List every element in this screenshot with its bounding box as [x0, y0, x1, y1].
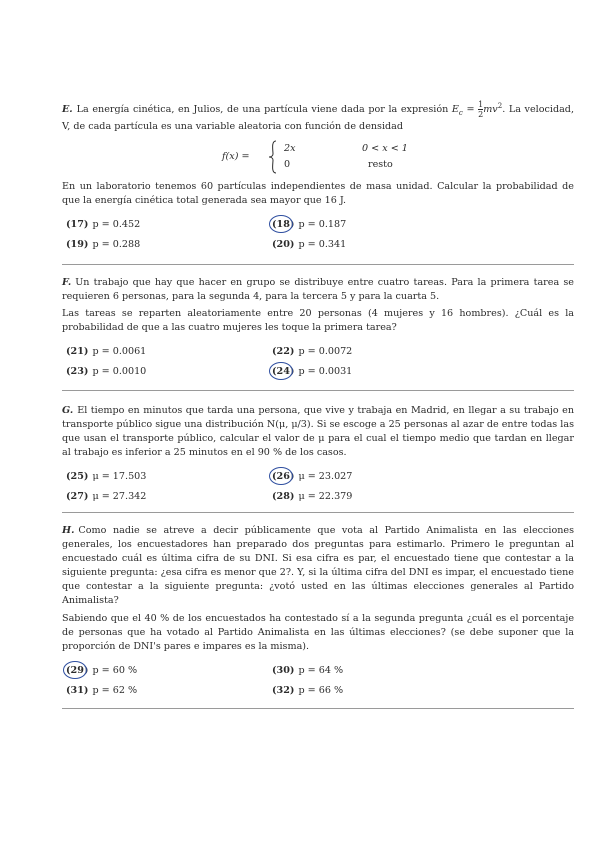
option-value: p = 66 % [298, 685, 344, 696]
option-number: (32) [272, 685, 295, 696]
problem-letter: H. [62, 525, 75, 536]
option-value: p = 64 % [298, 665, 344, 676]
option-number: (29) [66, 665, 89, 676]
option-27[interactable] [66, 490, 146, 504]
problem-letter: F. [62, 277, 72, 288]
density-formula [62, 140, 574, 174]
ek-symbol: E [451, 104, 459, 116]
option-26[interactable] [272, 470, 352, 484]
option-number: (27) [66, 491, 89, 502]
option-value: p = 0.0010 [92, 366, 147, 377]
selected-answer-circle [269, 215, 293, 233]
problem-f-body-2: Las tareas se reparten aleatoriamente entre 20 personas (4 mujeres y 16 hombres). ¿Cuál es la probabilidad de que a las cuatro mujeres les toque la primera tarea? [62, 308, 574, 333]
answer-options [62, 466, 574, 506]
option-30[interactable] [272, 664, 343, 678]
option-number: (22) [272, 346, 295, 357]
section-divider [62, 512, 574, 513]
option-18[interactable] [272, 218, 346, 232]
mv-symbol: mv [483, 104, 498, 116]
selected-answer-circle [63, 661, 87, 679]
problem-f-text-1 [62, 276, 574, 304]
problem-g-text [62, 404, 574, 460]
selected-answer-circle [269, 467, 293, 485]
fx-label: f(x) = [222, 151, 250, 163]
problem-h [62, 524, 574, 700]
option-value: μ = 23.027 [298, 471, 353, 482]
case2-condition: resto [368, 159, 393, 171]
option-value: p = 0.341 [298, 239, 347, 251]
answer-options [62, 341, 574, 381]
option-value: p = 0.452 [92, 219, 141, 231]
problem-f-body-1: Un trabajo que hay que hacer en grupo se distribuye entre cuatro tareas. Para la primera tarea se requieren 6 personas, para la segunda 4, para la tercera 5 y para la cuarta 5. [62, 277, 574, 302]
option-value: p = 0.0061 [92, 346, 147, 357]
case2-expression: 0 [284, 159, 291, 171]
option-number: (30) [272, 665, 295, 676]
answer-options [62, 214, 574, 254]
option-number: (24) [272, 366, 295, 377]
square-exponent: 2 [497, 102, 503, 110]
option-24[interactable] [272, 365, 352, 379]
fraction-denominator: 2 [478, 110, 484, 120]
option-value: μ = 22.379 [298, 491, 353, 502]
problem-h-body-1: Como nadie se atreve a decir públicamente que vota al Partido Animalista en las elecciones generales, los encuestadores han preparado dos preguntas para estimarlo. Primero le preguntan al encuestado cuál es última cifra de su DNI. Si esa cifra es par, el encuestado tiene que contestar a la siguiente pregunta: ¿esa cifra es menor que 2?. Y, si la última cifra del DNI es impar, el encuestado tiene que contestar a la siguiente pregunta: ¿votó usted en las últimas elecciones generales al Partido Animalista? [62, 525, 574, 606]
problem-letter: G. [62, 405, 74, 416]
answer-options [62, 660, 574, 700]
problem-e-intro [62, 99, 574, 134]
option-number: (25) [66, 471, 89, 482]
option-22[interactable] [272, 345, 352, 359]
option-number: (17) [66, 219, 89, 231]
equals-sign: = [462, 104, 479, 116]
option-value: p = 0.187 [298, 219, 347, 231]
option-17[interactable] [66, 218, 140, 232]
option-25[interactable] [66, 470, 146, 484]
problem-f [62, 276, 574, 381]
option-value: μ = 17.503 [92, 471, 147, 482]
option-value: μ = 27.342 [92, 491, 147, 502]
fraction-numerator: 1 [478, 100, 484, 110]
problem-e [62, 99, 574, 254]
problem-h-body-2: Sabiendo que el 40 % de los encuestados ha contestado sí a la segunda pregunta ¿cuál es el porcentaje de personas que ha votado al Partido Animalista en las últimas elecciones? (se debe suponer que la proporción de DNI's pares e impares es la misma). [62, 613, 574, 652]
ek-subscript: c [458, 109, 463, 118]
problem-g [62, 404, 574, 506]
case1-expression: 2x [284, 143, 296, 155]
option-20[interactable] [272, 238, 346, 252]
option-number: (19) [66, 239, 89, 251]
option-number: (23) [66, 366, 89, 377]
problem-letter: E. [62, 104, 73, 116]
section-divider [62, 264, 574, 265]
option-28[interactable] [272, 490, 352, 504]
option-value: p = 0.0072 [298, 346, 353, 357]
left-brace-icon [268, 140, 278, 174]
option-number: (26) [272, 471, 295, 482]
option-value: p = 0.0031 [298, 366, 353, 377]
option-21[interactable] [66, 345, 146, 359]
option-number: (31) [66, 685, 89, 696]
option-number: (18) [272, 219, 295, 231]
option-number: (20) [272, 239, 295, 251]
problem-e-text-b: . La velocidad, V, de cada partícula es una variable aleatoria con función de densidad [62, 104, 574, 133]
option-29[interactable] [66, 664, 137, 678]
option-value: p = 62 % [92, 685, 138, 696]
option-value: p = 0.288 [92, 239, 141, 251]
section-divider [62, 708, 574, 709]
section-divider [62, 390, 574, 391]
option-number: (28) [272, 491, 295, 502]
selected-answer-circle [269, 362, 293, 380]
problem-e-text-a: La energía cinética, en Julios, de una partícula viene dada por la expresión [76, 104, 452, 116]
option-32[interactable] [272, 684, 343, 698]
case1-condition: 0 < x < 1 [362, 143, 408, 155]
option-value: p = 60 % [92, 665, 138, 676]
option-23[interactable] [66, 365, 146, 379]
option-number: (21) [66, 346, 89, 357]
problem-e-body: En un laboratorio tenemos 60 partículas independientes de masa unidad. Calcular la probabilidad de que la energía cinética total generada sea mayor que 16 J. [62, 181, 574, 207]
problem-h-text-1 [62, 524, 574, 608]
option-19[interactable] [66, 238, 140, 252]
problem-g-body: El tiempo en minutos que tarda una persona, que vive y trabaja en Madrid, en llegar a su trabajo en transporte público sigue una distribución N(μ, μ/3). Si se escoge a 25 personas al azar de entre todas las que usan el transporte público, calcular el valor de μ para el cual el tiempo medio que tardan en llegar al trabajo es inferior a 25 minutos en el 90 % de los casos. [62, 405, 574, 458]
option-31[interactable] [66, 684, 137, 698]
